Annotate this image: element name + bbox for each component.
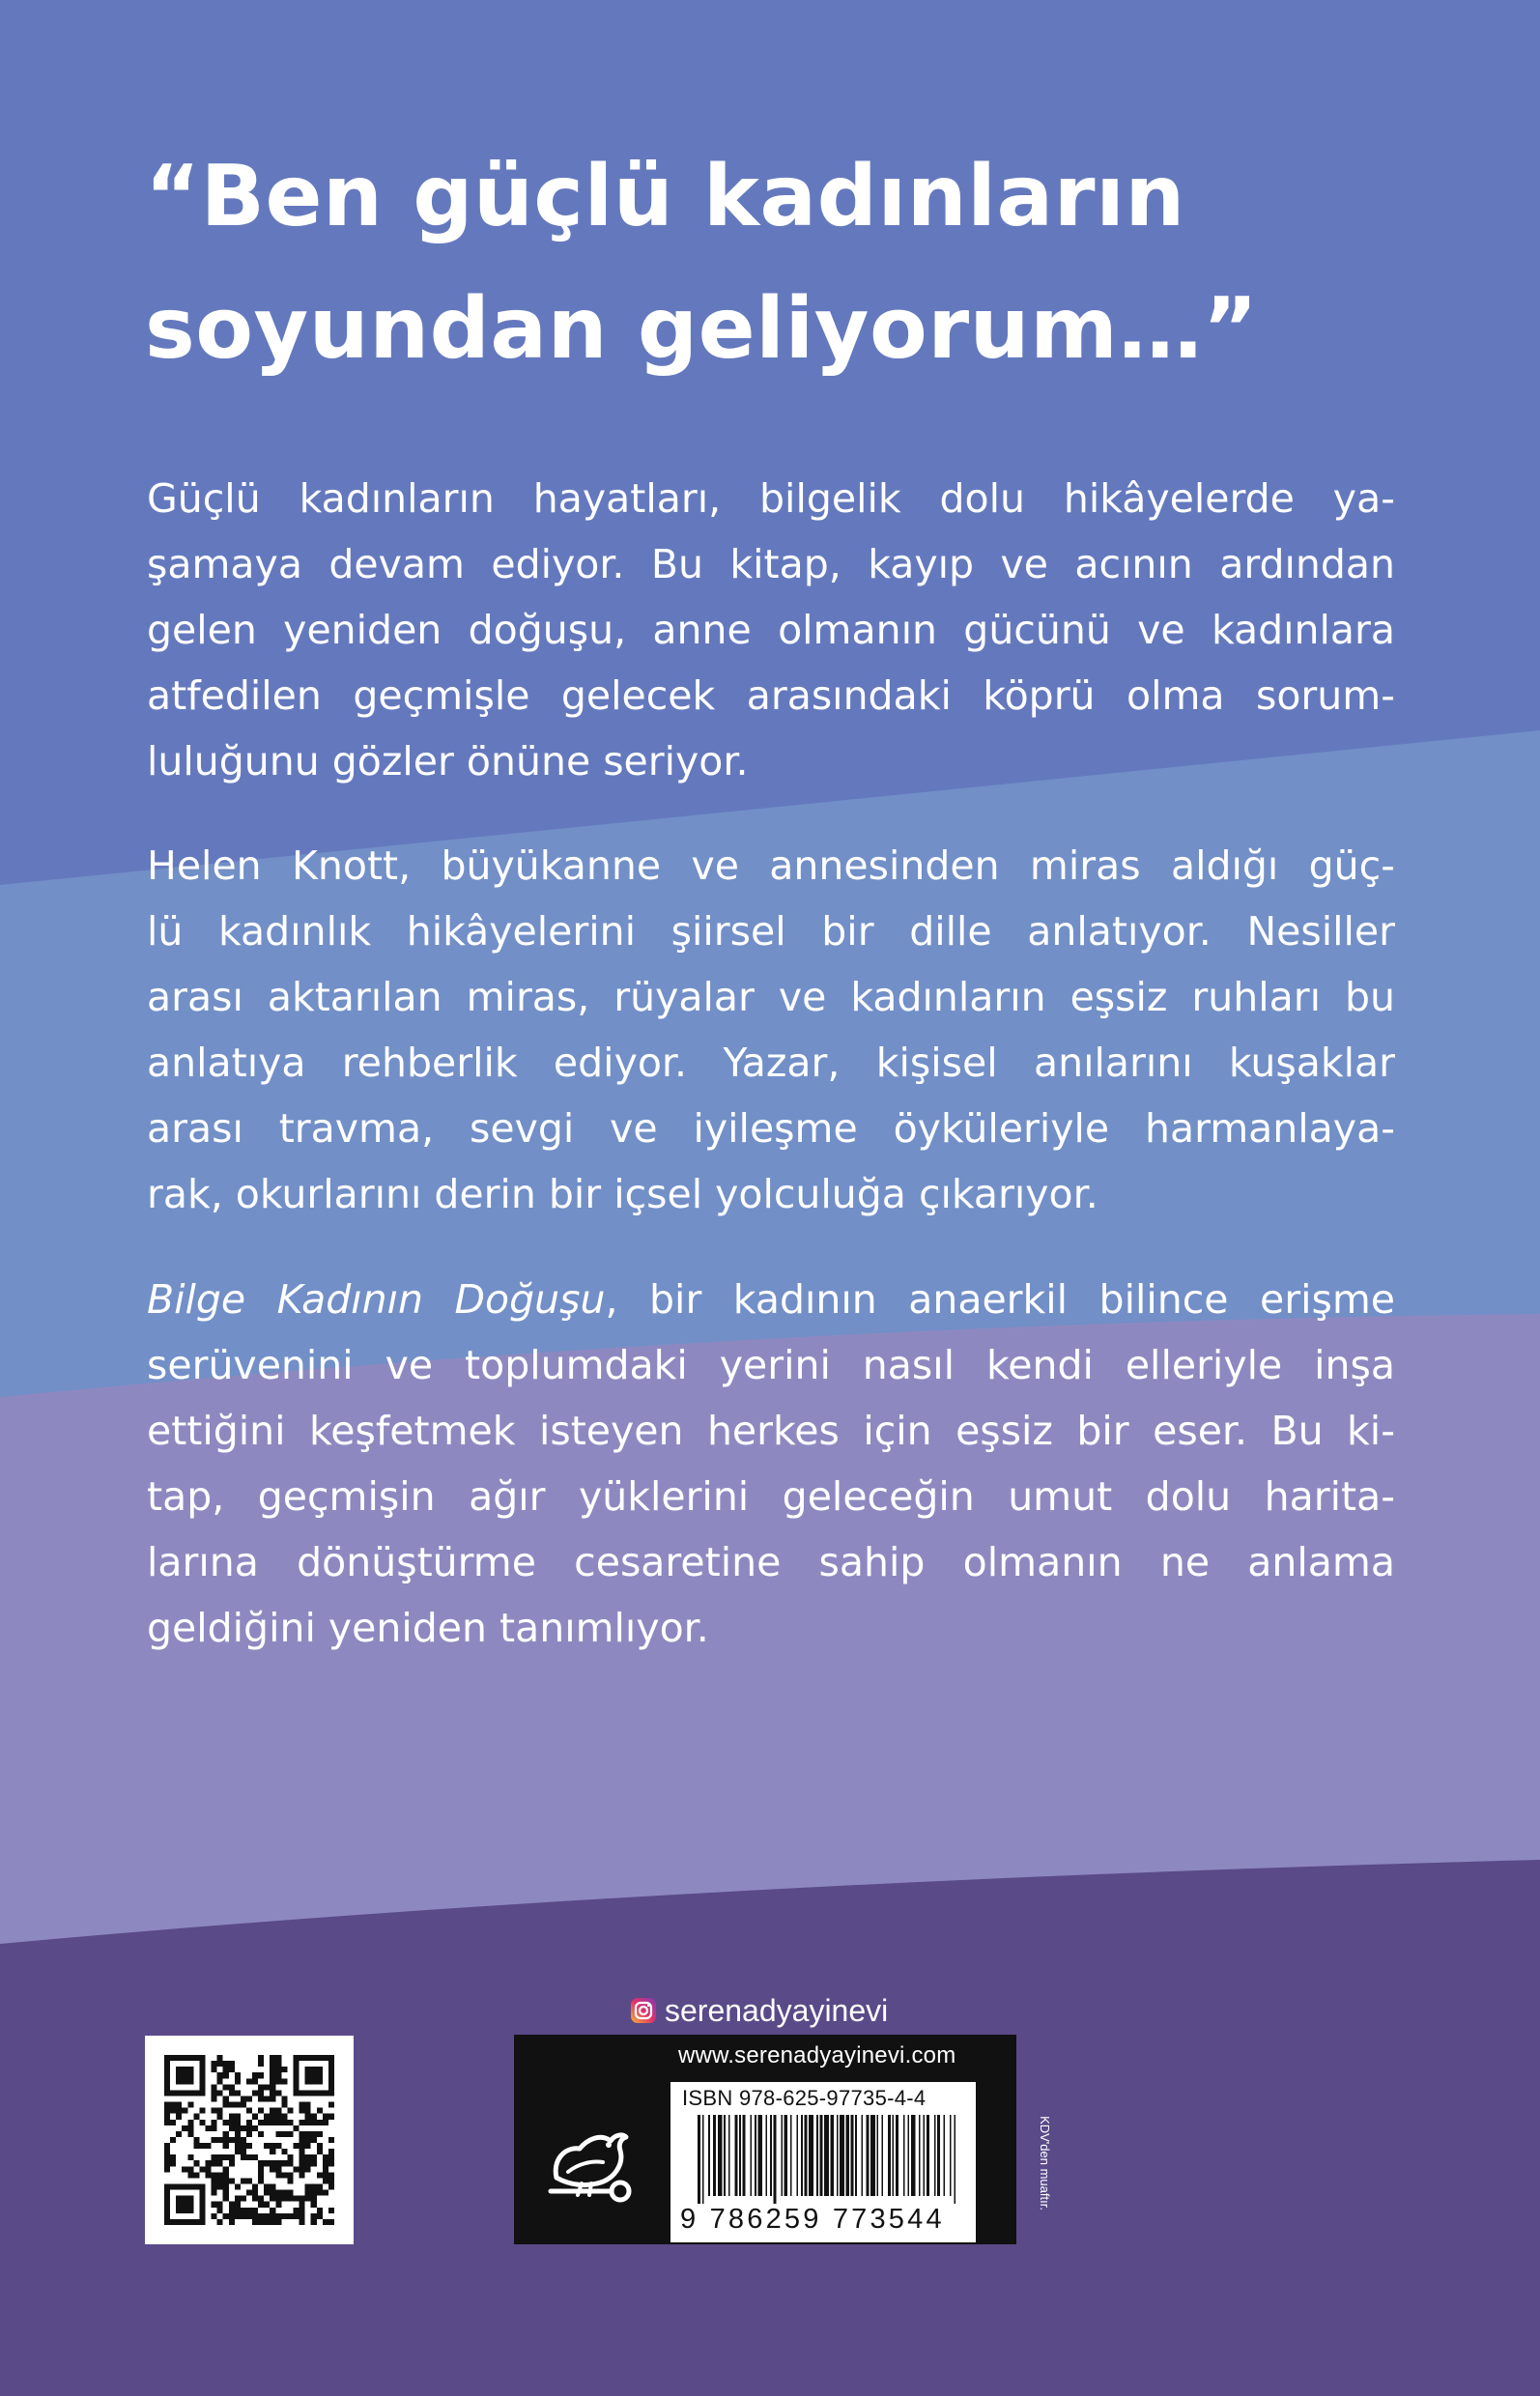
text-line: anlatıya rehberlik ediyor. Yazar, kişisel anılarını kuşaklar — [147, 1040, 1395, 1086]
text-line: ettiğini keşfetmek isteyen herkes için eşsiz bir eser. Bu ki- — [147, 1408, 1395, 1454]
instagram-handle-text: serenadyayinevi — [665, 1992, 889, 2028]
text-line: geldiğini yeniden tanımlıyor. — [147, 1605, 709, 1651]
publisher-bird-logo-icon — [543, 2120, 649, 2207]
headline-quote — [145, 130, 1401, 395]
barcode-bars — [698, 2115, 958, 2204]
text-line — [147, 1267, 1395, 1332]
barcode-digits: 9 786259 773544 — [680, 2204, 945, 2235]
qr-code-pattern — [164, 2055, 334, 2225]
text-line: lü kadınlık hikâyelerini şiirsel bir dille anlatıyor. Nesiller — [147, 908, 1395, 955]
text-line: luluğunu gözler önüne seriyor. — [147, 738, 749, 784]
text-line: atfedilen geçmişle gelecek arasındaki köprü olma sorum- — [147, 672, 1395, 719]
text-line: gelen yeniden doğuşu, anne olmanın gücünü ve kadınlara — [147, 607, 1395, 653]
text-line: tap, geçmişin ağır yüklerini geleceğin umut dolu harita- — [147, 1473, 1395, 1520]
isbn-barcode — [670, 2082, 976, 2242]
headline-line: “Ben güçlü kadınların — [145, 147, 1185, 245]
publisher-info-box — [514, 2035, 1052, 2244]
text-line: larına dönüştürme cesaretine sahip olmanın ne anlama — [147, 1539, 1395, 1585]
publisher-website-link[interactable]: www.serenadyayinevi.com — [678, 2042, 956, 2068]
blurb-paragraph-3 — [147, 1267, 1395, 1661]
text-fragment: , bir kadının anaerkil bilince erişme — [605, 1276, 1395, 1323]
text-line: Helen Knott, büyükanne ve annesinden miras aldığı güç- — [147, 842, 1395, 889]
text-line: serüvenini ve toplumdaki yerini nasıl kendi elleriyle inşa — [147, 1342, 1395, 1388]
instagram-handle[interactable] — [630, 1991, 888, 2030]
text-line: Güçlü kadınların hayatları, bilgelik dolu hikâyelerde ya- — [147, 475, 1395, 522]
text-line: rak, okurlarını derin bir içsel yolculuğa çıkarıyor. — [147, 1171, 1098, 1217]
instagram-icon — [630, 1997, 657, 2024]
text-line: arası aktarılan miras, rüyalar ve kadınların eşsiz ruhları bu — [147, 974, 1395, 1020]
blurb-paragraph-2 — [147, 833, 1395, 1227]
isbn-number: ISBN 978-625-97735-4-4 — [682, 2086, 927, 2110]
headline-line: soyundan geliyorum…” — [145, 279, 1259, 378]
book-title: Bilge Kadının Doğuşu — [147, 1276, 606, 1323]
blurb-paragraph-1 — [147, 466, 1395, 794]
text-line: arası travma, sevgi ve iyileşme öyküleriyle harmanlaya- — [147, 1105, 1395, 1152]
text-line: şamaya devam ediyor. Bu kitap, kayıp ve acının ardından — [147, 541, 1395, 587]
qr-code[interactable] — [145, 2036, 354, 2244]
tax-exempt-note: KDV'den muaftır. — [1038, 2116, 1052, 2211]
